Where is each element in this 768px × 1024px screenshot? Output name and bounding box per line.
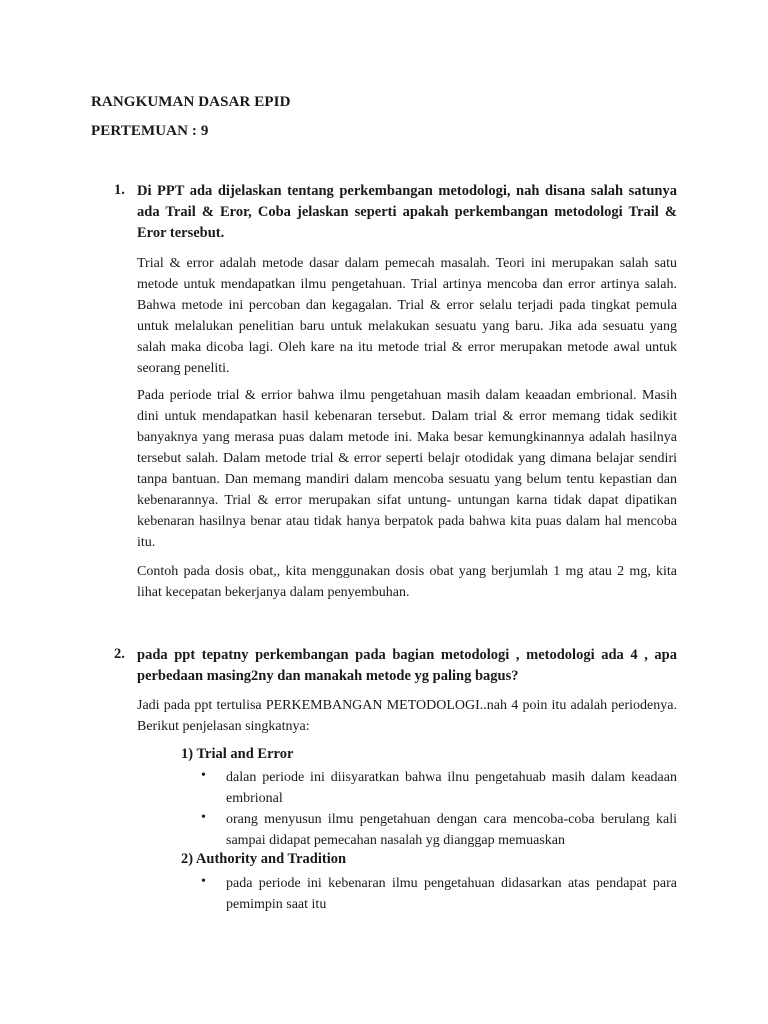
answer-1-paragraph-1: Trial & error adalah metode dasar dalam pemecah masalah. Teori ini merupakan salah satu metode untuk mendapatkan ilmu pengetahuan. Trial artinya mencoba dan error artinya salah. Bahwa metode ini percoban dan kegagalan. Trial & error selalu terjadi pada tingkat pemula untuk melalukan penelitian baru untuk melakukan sesuatu yang baru. Jika ada sesuatu yang salah maka dicoba lagi. Oleh kare na itu metode trial & error merupakan metode awal untuk seorang peneliti. [137, 256, 677, 376]
answer-2-paragraph-1: Jadi pada ppt tertulisa PERKEMBANGAN METODOLOGI..nah 4 poin itu adalah periodenya. Berikut penjelasan singkatnya: [137, 698, 677, 734]
question-2-text: pada ppt tepatny perkembangan pada bagian metodologi , metodologi ada 4 , apa perbedaan masing2ny dan manakah metode yg paling bagus? [137, 647, 677, 684]
bullet-icon: • [201, 768, 206, 783]
bullet-icon: • [201, 810, 206, 825]
meeting-number: PERTEMUAN : 9 [91, 123, 209, 139]
answer-1-paragraph-2: Pada periode trial & errior bahwa ilmu pengetahuan masih dalam keaadan embrional. Masih dini untuk mendapatkan hasil kebenaran tersebut. Dalam trial & error memang tidak sedikit banyaknya yang merasa puas dalam metode ini. Maka besar kemungkinannya adalah hasilnya tersebut salah. Dalam metode trial & error seperti belajr otodidak yang dimana belajar sendiri tanpa bantuan. Dan memang mandiri dalam mencoba sesuatu yang belum tentu kepastian dan kebenarannya. Trial & error merupakan sifat untung- untungan karna tidak dapat dipatikan kebenaran hasilnya benar atau tidak hanya berpatok pada bahwa kita puas dalam hal mencoba itu. [137, 388, 677, 550]
answer-1-paragraph-3: Contoh pada dosis obat,, kita menggunakan dosis obat yang berjumlah 1 mg atau 2 mg, kita lihat kecepatan bekerjanya dalam penyembuhan. [137, 564, 677, 600]
question-1-text: Di PPT ada dijelaskan tentang perkembangan metodologi, nah disana salah satunya ada Trail & Eror, Coba jelaskan seperti apakah perkembangan metodologi Trail & Eror tersebut. [137, 183, 677, 241]
question-1-number: 1. [114, 182, 125, 198]
bullet-text: pada periode ini kebenaran ilmu pengetahuan didasarkan atas pendapat para pemimpin saat itu [226, 876, 677, 912]
subsection-trial-and-error: 1) Trial and Error [181, 746, 294, 762]
document-title: RANGKUMAN DASAR EPID [91, 94, 291, 110]
bullet-text: orang menyusun ilmu pengetahuan dengan cara mencoba-coba berulang kali sampai didapat pemecahan nasalah yg dianggap memuaskan [226, 812, 677, 848]
bullet-icon: • [201, 874, 206, 889]
bullet-text: dalan periode ini diisyaratkan bahwa ilnu pengetahuab masih dalam keadaan embrional [226, 770, 677, 806]
subsection-authority-and-tradition: 2) Authority and Tradition [181, 851, 347, 867]
question-2-number: 2. [114, 646, 125, 662]
